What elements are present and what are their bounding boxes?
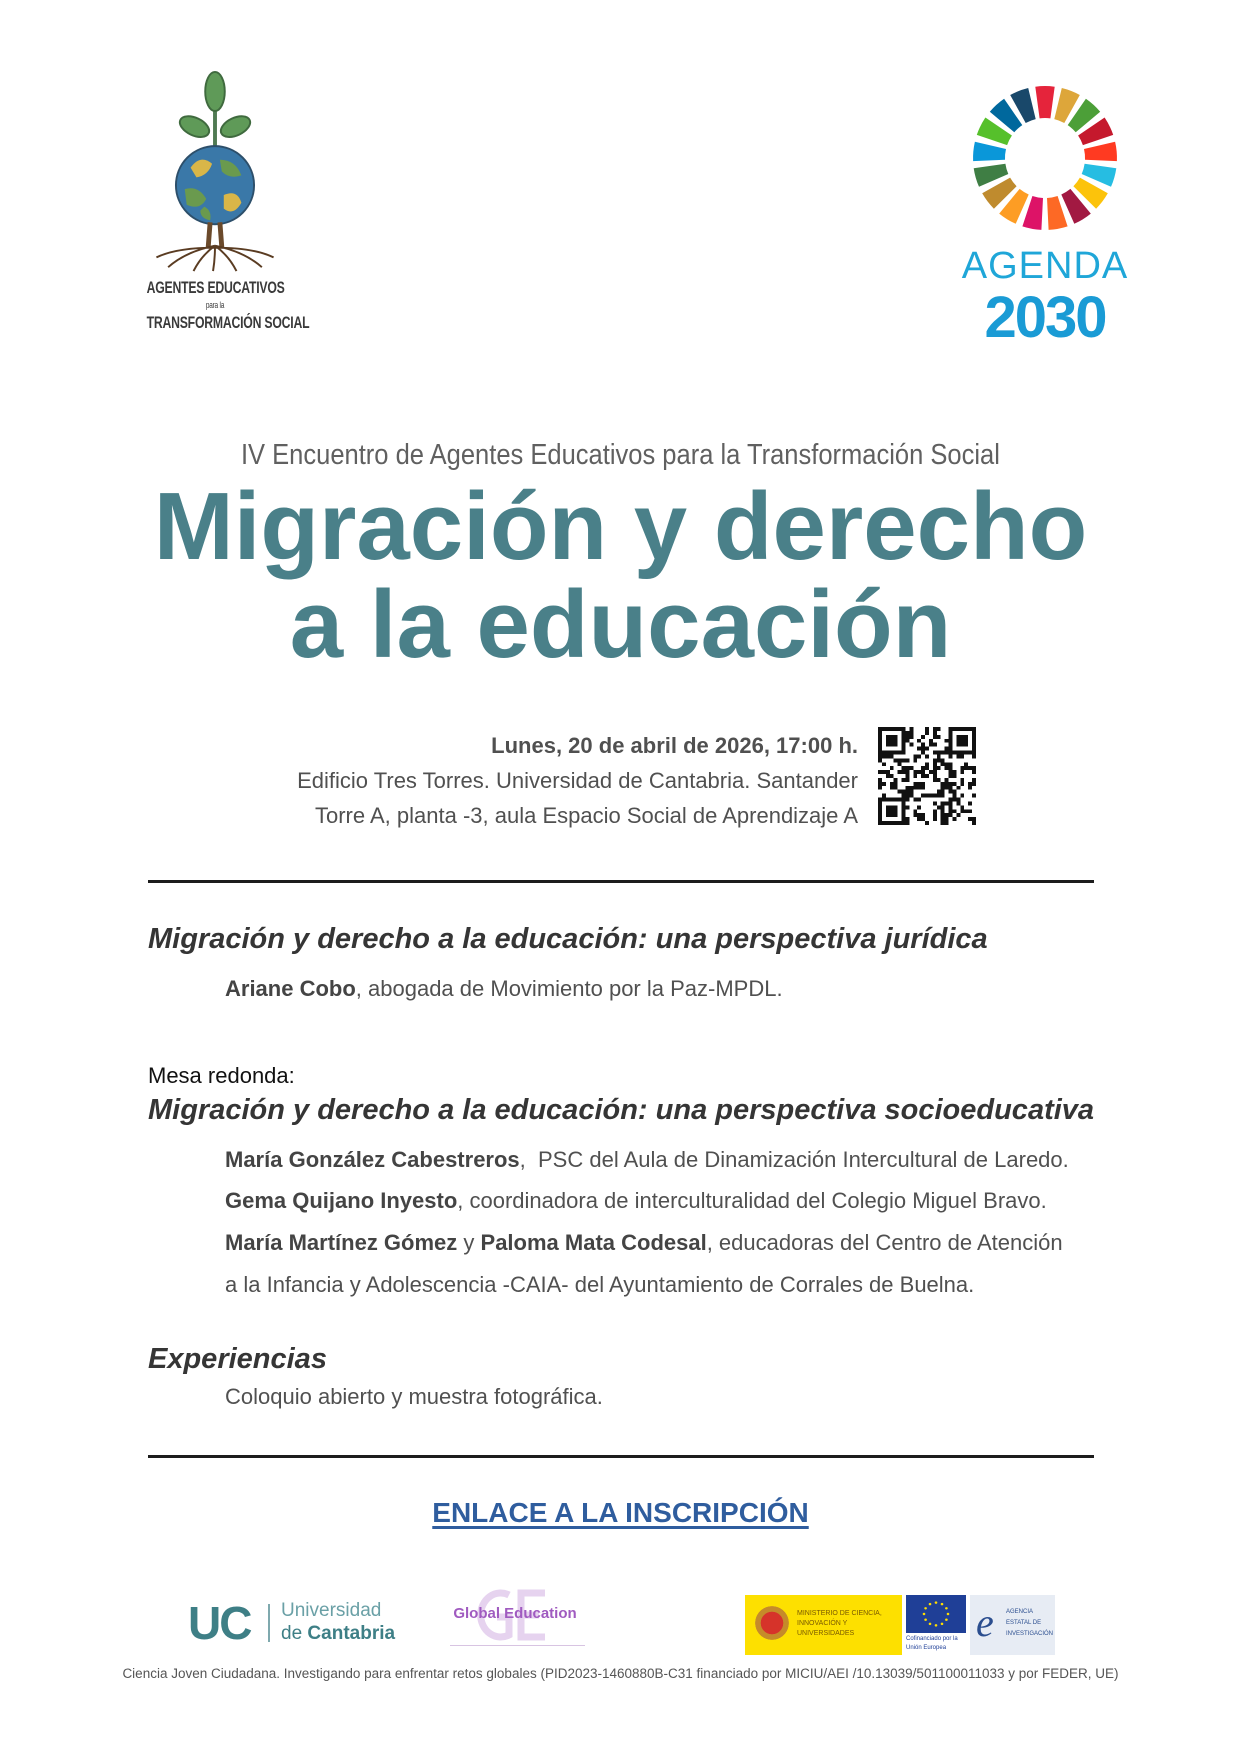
page-title <box>0 473 1241 678</box>
ministry-text: MINISTERIO DE CIENCIA, INNOVACIÓN Y UNIVERSIDADES <box>797 1610 882 1637</box>
eu-flag-icon <box>906 1595 966 1633</box>
sdg-segment <box>973 142 1006 161</box>
eu-logo <box>906 1595 966 1655</box>
panelist-name: María González Cabestreros <box>225 1147 520 1172</box>
aei-text: AGENCIA ESTATAL DE INVESTIGACIÓN <box>1006 1609 1054 1637</box>
uc-mark: UC <box>188 1597 251 1649</box>
session-1-title: Migración y derecho a la educación: una perspectiva jurídica <box>148 923 988 955</box>
event-details <box>158 728 858 833</box>
conjunction: y <box>457 1230 481 1255</box>
divider <box>148 880 1094 883</box>
panelist-2 <box>225 1187 1047 1215</box>
logo-text-line2: para la <box>205 300 225 310</box>
sdg-wheel-icon <box>950 80 1140 240</box>
logo-separator <box>268 1604 270 1642</box>
aei-mark: e <box>976 1600 994 1645</box>
uc-line1: Universidad <box>281 1600 382 1621</box>
panelist-name: María Martínez Gómez <box>225 1230 458 1255</box>
ge-label: Global Education <box>453 1605 577 1622</box>
uc-line2-main: Cantabria <box>307 1623 396 1644</box>
title-line-1: Migración y derecho <box>153 473 1088 580</box>
panelist-name: Gema Quijano Inyesto <box>225 1188 458 1213</box>
registration-link-wrapper <box>0 1497 1241 1529</box>
title-line-2: a la educación <box>289 571 952 678</box>
sdg-segment <box>1035 86 1054 118</box>
aei-logo <box>970 1595 1055 1655</box>
panelist-3-4-role-continued: a la Infancia y Adolescencia -CAIA- del Ayuntamiento de Corrales de Buelna. <box>225 1272 975 1297</box>
coat-of-arms-icon <box>755 1605 789 1645</box>
event-series-subtitle: IV Encuentro de Agentes Educativos para la Transformación Social <box>240 439 1000 471</box>
session-3-description: Coloquio abierto y muestra fotográfica. <box>225 1384 603 1409</box>
funding-logos <box>745 1595 1055 1655</box>
registration-link[interactable]: ENLACE A LA INSCRIPCIÓN <box>432 1497 809 1528</box>
logo-text-line3: TRANSFORMACIÓN SOCIAL <box>146 313 310 332</box>
agenda-2030-logo <box>950 80 1140 350</box>
panelist-1 <box>225 1146 1069 1174</box>
session-3-title: Experiencias <box>148 1343 327 1375</box>
event-venue: Edificio Tres Torres. Universidad de Cantabria. Santander <box>297 768 858 793</box>
panelist-role: , educadoras del Centro de Atención <box>706 1230 1063 1255</box>
tree-globe-icon <box>120 70 310 275</box>
agentes-educativos-logo <box>120 70 310 350</box>
sdg-segment <box>1084 142 1117 161</box>
agenda-year: 2030 <box>984 285 1106 350</box>
event-room: Torre A, planta -3, aula Espacio Social de Aprendizaje A <box>314 803 858 828</box>
panelist-name: Paloma Mata Codesal <box>480 1230 707 1255</box>
uc-line2-prefix: de <box>281 1623 303 1644</box>
round-table-label: Mesa redonda: <box>148 1063 295 1088</box>
universidad-cantabria-logo <box>188 1598 418 1648</box>
session-2-title: Migración y derecho a la educación: una perspectiva socioeducativa <box>148 1094 1095 1126</box>
panelist-3-4 <box>225 1229 1063 1257</box>
agenda-word: AGENDA <box>961 245 1129 287</box>
divider <box>148 1455 1094 1458</box>
eu-text: Cofinanciado por la Unión Europea <box>906 1636 958 1651</box>
panelist-role: , coordinadora de interculturalidad del Colegio Miguel Bravo. <box>457 1188 1047 1213</box>
panelist-role: , PSC del Aula de Dinamización Intercultural de Laredo. <box>519 1147 1069 1172</box>
logo-text-line1: AGENTES EDUCATIVOS <box>146 278 285 297</box>
funding-footnote: Ciencia Joven Ciudadana. Investigando para enfrentar retos globales (PID2023-1460880B-C31 financiado por MICIU/AEI /10.13039/501100011033 y por FEDER, UE) <box>122 1666 1119 1681</box>
speaker-role: , abogada de Movimiento por la Paz-MPDL. <box>355 976 783 1001</box>
uc-line2 <box>281 1623 395 1645</box>
ministry-logo <box>745 1595 902 1655</box>
speaker-name: Ariane Cobo <box>225 976 356 1001</box>
ge-underline <box>450 1645 585 1646</box>
event-date: Lunes, 20 de abril de 2026, 17:00 h. <box>491 733 858 758</box>
global-education-logo <box>440 1585 590 1650</box>
session-1-speaker <box>225 975 783 1003</box>
qr-code[interactable] <box>878 727 976 825</box>
